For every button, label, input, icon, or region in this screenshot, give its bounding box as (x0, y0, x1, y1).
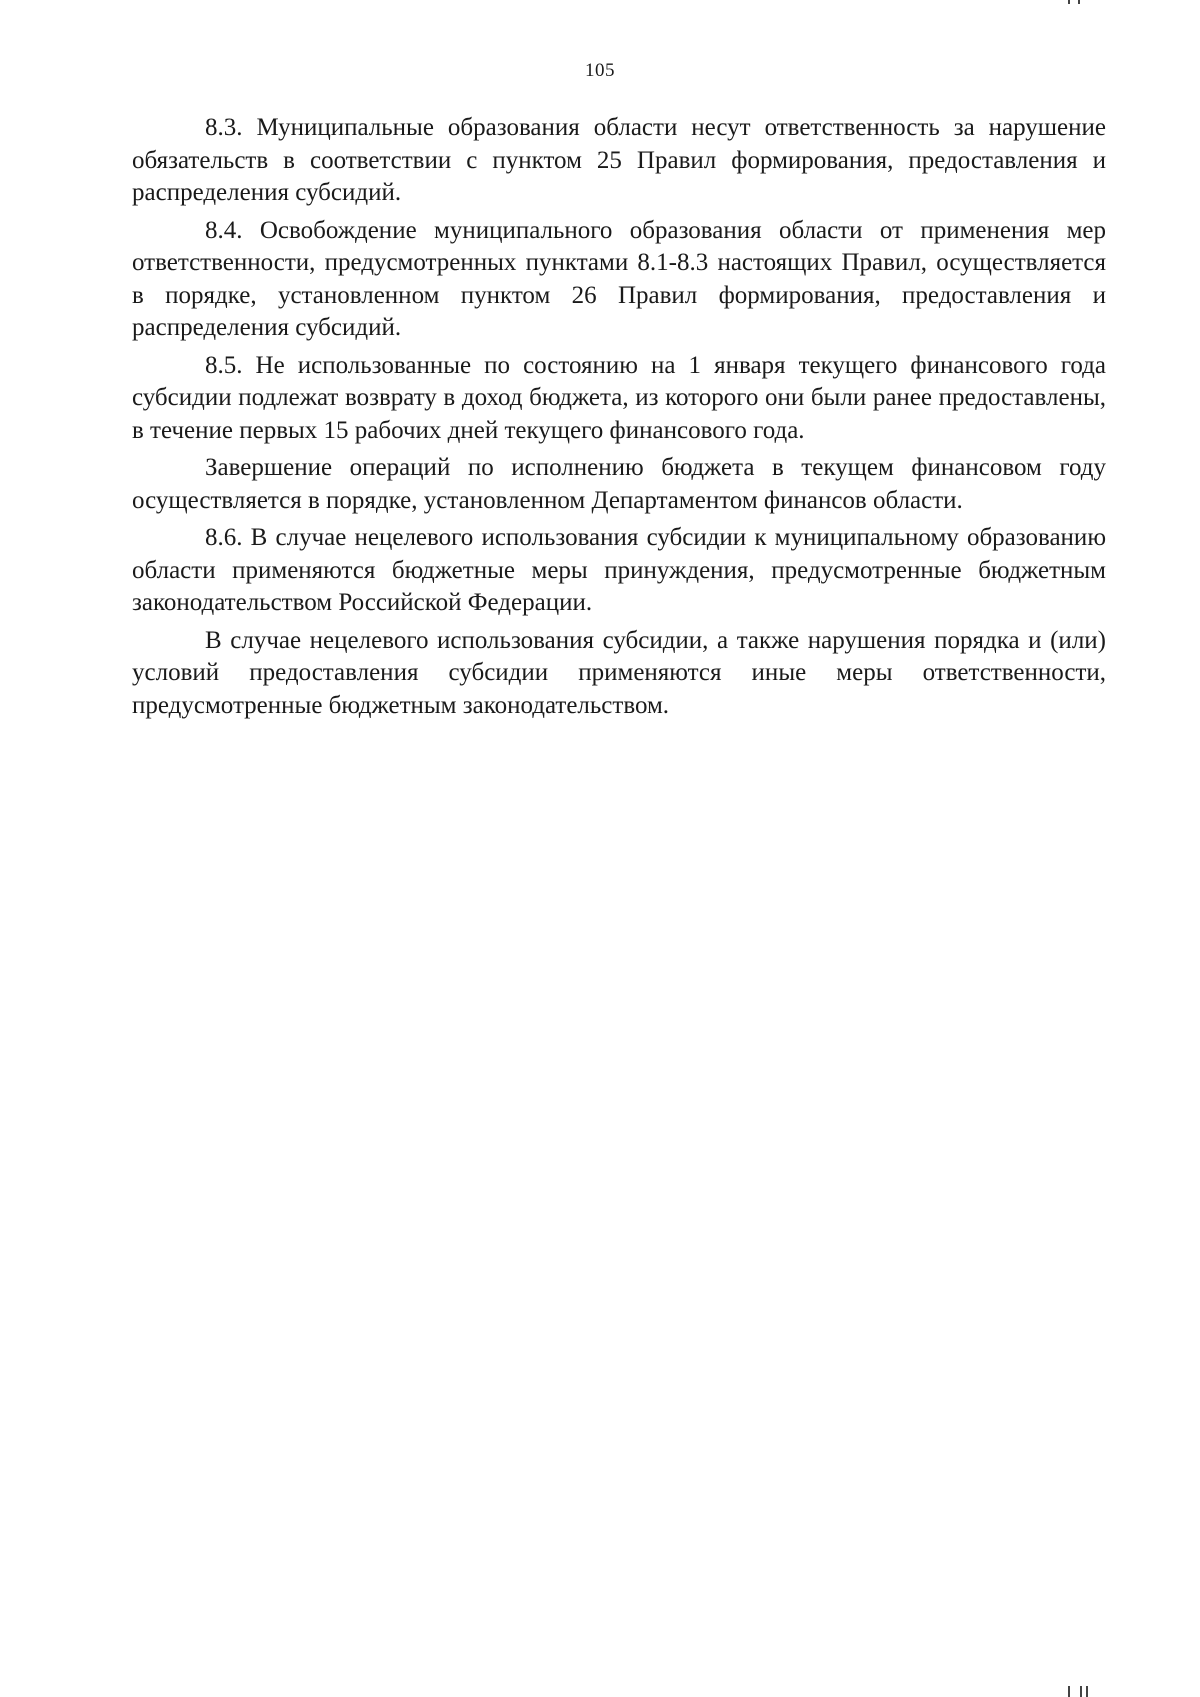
document-body (132, 112, 1106, 722)
scan-edge-mark (1078, 0, 1080, 4)
paragraph-other-measures: В случае нецелевого использования субсидии, а также нарушения порядка и (или) условий предоставления субсидии применяются иные меры ответственности, предусмотренные бюджетным законодательством. (132, 626, 1106, 719)
scan-edge-mark (1086, 1686, 1088, 1697)
scan-edge-mark (1068, 1686, 1070, 1697)
paragraph-budget-completion: Завершение операций по исполнению бюджета в текущем финансовом году осуществляется в порядке, установленном Департаментом финансов области. (132, 454, 1106, 514)
scan-edge-mark (1068, 0, 1070, 4)
paragraph-8-5: 8.5. Не использованные по состоянию на 1 января текущего финансового года субсидии подлежат возврату в доход бюджета, из которого они были ранее предоставлены, в течение первых 15 рабочих дней текущего финансового года. (132, 351, 1106, 444)
paragraph-8-3: 8.3. Муниципальные образования области несут ответственность за нарушение обязательств в соответствии с пунктом 25 Правил формирования, предоставления и распределения субсидий. (132, 114, 1106, 206)
paragraph-8-4: 8.4. Освобождение муниципального образования области от применения мер ответственности, предусмотренных пунктами 8.1-8.3 настоящих Правил, осуществляется в порядке, установленном пунктом 26 Правил формирования, предоставления и распределения субсидий. (132, 216, 1106, 341)
scan-edge-mark (1080, 1686, 1082, 1697)
page-number: 105 (585, 60, 615, 81)
paragraph-8-6: 8.6. В случае нецелевого использования субсидии к муниципальному образованию области применяются бюджетные меры принуждения, предусмотренные бюджетным законодательством Российской Федерации. (132, 524, 1106, 616)
